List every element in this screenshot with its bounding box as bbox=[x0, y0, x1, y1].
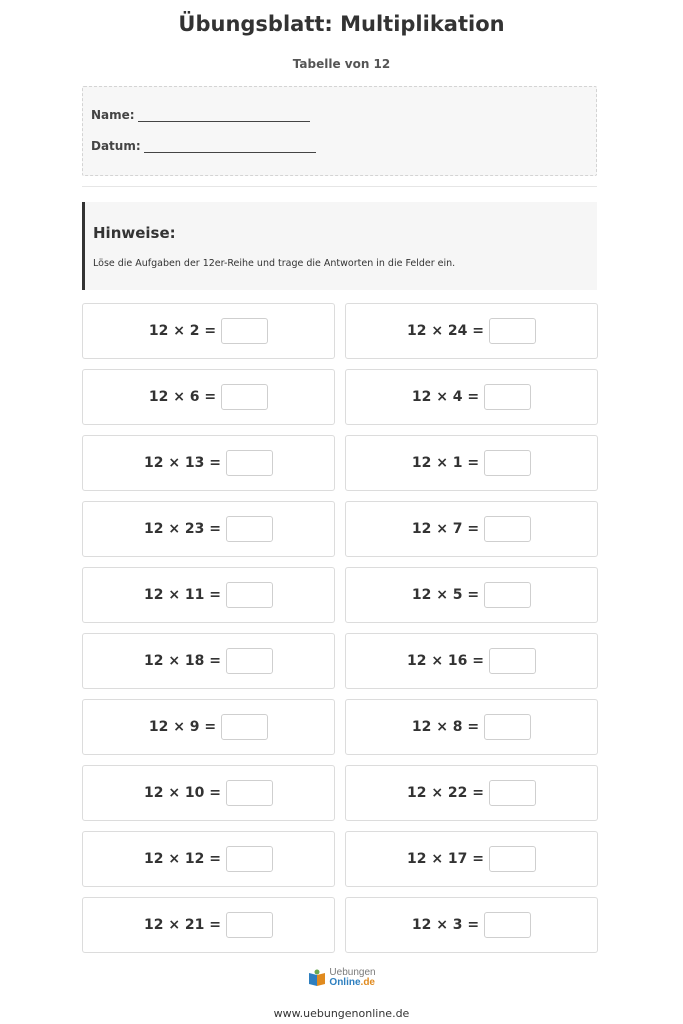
task-card bbox=[82, 765, 335, 821]
task-equation: 12 × 2 = bbox=[148, 323, 217, 339]
answer-input[interactable] bbox=[484, 582, 531, 608]
task-equation: 12 × 21 = bbox=[143, 917, 222, 933]
site-logo[interactable] bbox=[0, 968, 683, 988]
date-label: Datum: bbox=[91, 139, 141, 153]
task-card bbox=[82, 303, 335, 359]
answer-input[interactable] bbox=[226, 780, 273, 806]
task-card bbox=[82, 369, 335, 425]
book-icon bbox=[307, 969, 327, 987]
task-card bbox=[345, 765, 598, 821]
task-card bbox=[82, 633, 335, 689]
task-equation: 12 × 6 = bbox=[148, 389, 217, 405]
task-equation: 12 × 23 = bbox=[143, 521, 222, 537]
task-card bbox=[82, 501, 335, 557]
answer-input[interactable] bbox=[484, 450, 531, 476]
logo-line2 bbox=[329, 978, 375, 988]
student-info-box bbox=[82, 86, 597, 176]
task-equation: 12 × 9 = bbox=[148, 719, 217, 735]
task-card bbox=[82, 897, 335, 953]
task-card bbox=[82, 567, 335, 623]
logo-line1: Uebungen bbox=[329, 967, 376, 978]
task-equation: 12 × 13 = bbox=[143, 455, 222, 471]
answer-input[interactable] bbox=[226, 648, 273, 674]
task-equation: 12 × 1 = bbox=[411, 455, 480, 471]
answer-input[interactable] bbox=[226, 912, 273, 938]
answer-input[interactable] bbox=[221, 318, 268, 344]
task-equation: 12 × 7 = bbox=[411, 521, 480, 537]
answer-input[interactable] bbox=[226, 516, 273, 542]
name-label: Name: bbox=[91, 108, 135, 122]
task-equation: 12 × 17 = bbox=[406, 851, 485, 867]
answer-input[interactable] bbox=[489, 846, 536, 872]
task-equation: 12 × 3 = bbox=[411, 917, 480, 933]
name-line bbox=[91, 108, 310, 122]
footer-url[interactable]: www.uebungenonline.de bbox=[273, 1007, 410, 1020]
answer-input[interactable] bbox=[489, 318, 536, 344]
task-equation: 12 × 18 = bbox=[143, 653, 222, 669]
answer-input[interactable] bbox=[226, 582, 273, 608]
answer-input[interactable] bbox=[221, 384, 268, 410]
answer-input[interactable] bbox=[484, 912, 531, 938]
task-equation: 12 × 16 = bbox=[406, 653, 485, 669]
answer-input[interactable] bbox=[489, 648, 536, 674]
hint-box bbox=[82, 202, 597, 290]
task-card bbox=[82, 699, 335, 755]
task-equation: 12 × 11 = bbox=[143, 587, 222, 603]
task-card bbox=[82, 435, 335, 491]
date-line bbox=[91, 139, 316, 153]
logo-text bbox=[329, 968, 375, 988]
divider bbox=[82, 186, 597, 187]
task-card bbox=[345, 501, 598, 557]
answer-input[interactable] bbox=[484, 516, 531, 542]
task-card bbox=[345, 567, 598, 623]
task-card bbox=[345, 897, 598, 953]
task-equation: 12 × 5 = bbox=[411, 587, 480, 603]
answer-input[interactable] bbox=[484, 384, 531, 410]
task-card bbox=[345, 435, 598, 491]
task-card bbox=[345, 633, 598, 689]
task-equation: 12 × 24 = bbox=[406, 323, 485, 339]
task-equation: 12 × 10 = bbox=[143, 785, 222, 801]
answer-input[interactable] bbox=[226, 450, 273, 476]
task-card bbox=[345, 303, 598, 359]
answer-input[interactable] bbox=[484, 714, 531, 740]
task-equation: 12 × 22 = bbox=[406, 785, 485, 801]
name-blank[interactable] bbox=[138, 109, 310, 122]
task-equation: 12 × 12 = bbox=[143, 851, 222, 867]
task-equation: 12 × 4 = bbox=[411, 389, 480, 405]
page-subtitle: Tabelle von 12 bbox=[292, 57, 391, 71]
task-card bbox=[345, 831, 598, 887]
task-equation: 12 × 8 = bbox=[411, 719, 480, 735]
page-title: Übungsblatt: Multiplikation bbox=[178, 12, 505, 36]
answer-input[interactable] bbox=[221, 714, 268, 740]
date-blank[interactable] bbox=[144, 140, 316, 153]
hint-title: Hinweise: bbox=[93, 224, 176, 242]
task-grid bbox=[82, 303, 599, 953]
answer-input[interactable] bbox=[226, 846, 273, 872]
hint-text: Löse die Aufgaben der 12er-Reihe und trage die Antworten in die Felder ein. bbox=[93, 258, 456, 269]
task-card bbox=[345, 369, 598, 425]
task-card bbox=[345, 699, 598, 755]
logo-online: Online bbox=[329, 977, 361, 988]
task-card bbox=[82, 831, 335, 887]
logo-tld: .de bbox=[360, 977, 375, 988]
answer-input[interactable] bbox=[489, 780, 536, 806]
